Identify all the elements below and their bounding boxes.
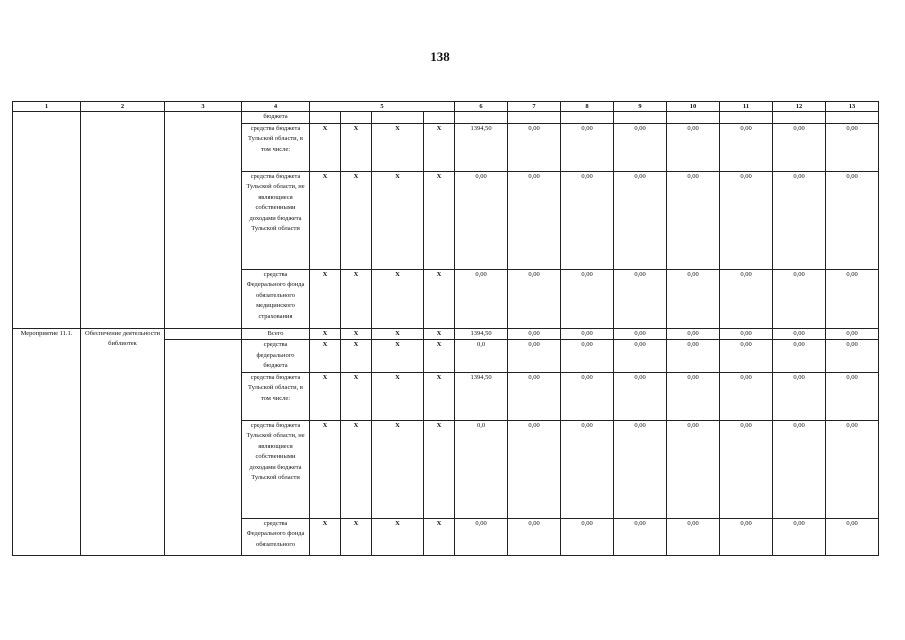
x-marker: X bbox=[310, 518, 341, 555]
value-cell: 0,00 bbox=[826, 328, 879, 340]
x-marker: X bbox=[372, 372, 424, 420]
header-cell: 3 bbox=[165, 102, 242, 112]
value-cell bbox=[561, 112, 614, 124]
value-cell: 0,00 bbox=[508, 171, 561, 269]
x-marker: X bbox=[310, 372, 341, 420]
value-cell: 0,00 bbox=[508, 420, 561, 518]
value-cell: 0,00 bbox=[614, 340, 667, 373]
value-cell: 0,00 bbox=[561, 171, 614, 269]
table-body bbox=[13, 112, 879, 556]
value-cell: 0,00 bbox=[561, 518, 614, 555]
value-cell: 0,00 bbox=[667, 269, 720, 328]
value-cell: 0,00 bbox=[773, 372, 826, 420]
value-cell bbox=[508, 112, 561, 124]
value-cell: 0,00 bbox=[667, 518, 720, 555]
value-cell: 0,00 bbox=[720, 269, 773, 328]
value-cell: 0,00 bbox=[614, 372, 667, 420]
value-cell: 0,0 bbox=[455, 420, 508, 518]
x-marker bbox=[310, 112, 341, 124]
value-cell: 0,00 bbox=[561, 269, 614, 328]
header-cell: 12 bbox=[773, 102, 826, 112]
x-marker: X bbox=[372, 171, 424, 269]
value-cell bbox=[826, 112, 879, 124]
x-marker: X bbox=[310, 420, 341, 518]
x-marker: X bbox=[310, 269, 341, 328]
value-cell: 0,0 bbox=[455, 340, 508, 373]
table-row bbox=[13, 328, 879, 340]
x-marker: X bbox=[372, 123, 424, 171]
x-marker bbox=[372, 112, 424, 124]
x-marker: X bbox=[341, 372, 372, 420]
value-cell: 0,00 bbox=[614, 123, 667, 171]
value-cell bbox=[614, 112, 667, 124]
header-cell: 1 bbox=[13, 102, 81, 112]
budget-table bbox=[12, 101, 879, 556]
value-cell: 0,00 bbox=[826, 171, 879, 269]
x-marker: X bbox=[372, 269, 424, 328]
value-cell: 0,00 bbox=[826, 340, 879, 373]
value-cell: 0,00 bbox=[508, 328, 561, 340]
x-marker: X bbox=[372, 420, 424, 518]
x-marker: X bbox=[424, 340, 455, 373]
value-cell: 1394,50 bbox=[455, 123, 508, 171]
x-marker: X bbox=[424, 518, 455, 555]
x-marker: X bbox=[310, 123, 341, 171]
value-cell bbox=[773, 112, 826, 124]
value-cell: 0,00 bbox=[614, 171, 667, 269]
header-cell: 8 bbox=[561, 102, 614, 112]
x-marker: X bbox=[424, 269, 455, 328]
x-marker: X bbox=[424, 420, 455, 518]
value-cell: 0,00 bbox=[773, 269, 826, 328]
empty-cell bbox=[13, 112, 81, 329]
value-cell: 0,00 bbox=[561, 328, 614, 340]
value-cell: 0,00 bbox=[773, 328, 826, 340]
value-cell: 0,00 bbox=[614, 518, 667, 555]
value-cell: 0,00 bbox=[561, 340, 614, 373]
value-cell: 0,00 bbox=[667, 123, 720, 171]
x-marker: X bbox=[310, 171, 341, 269]
value-cell: 0,00 bbox=[826, 518, 879, 555]
value-cell: 0,00 bbox=[720, 340, 773, 373]
value-cell: 0,00 bbox=[720, 372, 773, 420]
header-cell: 5 bbox=[310, 102, 455, 112]
empty-cell bbox=[165, 328, 242, 340]
value-cell: 0,00 bbox=[508, 269, 561, 328]
value-cell: 0,00 bbox=[826, 420, 879, 518]
value-cell: 1394,50 bbox=[455, 328, 508, 340]
funding-source: Всего bbox=[242, 328, 310, 340]
activity-label: Мероприятие 11.1. bbox=[13, 328, 81, 555]
funding-source: средства бюджета Тульской области, не являющиеся собственными доходами бюджета Тульской области bbox=[242, 420, 310, 518]
funding-source: средства Федерального фонда обязательного медицинского страхования bbox=[242, 269, 310, 328]
value-cell: 0,00 bbox=[561, 123, 614, 171]
activity-name: Обеспечение деятельности библиотек bbox=[81, 328, 165, 555]
x-marker: X bbox=[310, 328, 341, 340]
funding-source: бюджета bbox=[242, 112, 310, 124]
value-cell: 0,00 bbox=[773, 171, 826, 269]
value-cell: 0,00 bbox=[773, 420, 826, 518]
x-marker: X bbox=[372, 518, 424, 555]
value-cell: 0,00 bbox=[614, 269, 667, 328]
value-cell: 0,00 bbox=[720, 171, 773, 269]
value-cell: 0,00 bbox=[826, 372, 879, 420]
value-cell: 0,00 bbox=[667, 340, 720, 373]
value-cell: 0,00 bbox=[773, 340, 826, 373]
value-cell: 0,00 bbox=[508, 340, 561, 373]
page-number: 138 bbox=[430, 49, 450, 64]
value-cell: 0,00 bbox=[667, 328, 720, 340]
x-marker: X bbox=[341, 269, 372, 328]
x-marker: X bbox=[372, 328, 424, 340]
empty-cell bbox=[165, 112, 242, 329]
value-cell: 0,00 bbox=[667, 372, 720, 420]
value-cell: 0,00 bbox=[667, 420, 720, 518]
funding-source: средства бюджета Тульской области, в том числе: bbox=[242, 123, 310, 171]
value-cell bbox=[455, 112, 508, 124]
value-cell: 0,00 bbox=[561, 420, 614, 518]
value-cell: 0,00 bbox=[720, 328, 773, 340]
value-cell bbox=[720, 112, 773, 124]
x-marker bbox=[424, 112, 455, 124]
x-marker: X bbox=[424, 328, 455, 340]
value-cell: 0,00 bbox=[826, 123, 879, 171]
value-cell: 0,00 bbox=[773, 123, 826, 171]
value-cell: 0,00 bbox=[614, 420, 667, 518]
header-cell: 11 bbox=[720, 102, 773, 112]
funding-source: средства Федерального фонда обязательного bbox=[242, 518, 310, 555]
x-marker: X bbox=[372, 340, 424, 373]
x-marker: X bbox=[424, 171, 455, 269]
funding-source: средства федерального бюджета bbox=[242, 340, 310, 373]
x-marker: X bbox=[341, 328, 372, 340]
value-cell: 0,00 bbox=[614, 328, 667, 340]
value-cell bbox=[667, 112, 720, 124]
x-marker: X bbox=[341, 340, 372, 373]
value-cell: 0,00 bbox=[720, 123, 773, 171]
value-cell: 0,00 bbox=[773, 518, 826, 555]
funding-source: средства бюджета Тульской области, не являющиеся собственными доходами бюджета Тульской области bbox=[242, 171, 310, 269]
x-marker: X bbox=[310, 340, 341, 373]
x-marker: X bbox=[341, 171, 372, 269]
value-cell: 0,00 bbox=[508, 518, 561, 555]
value-cell: 0,00 bbox=[455, 518, 508, 555]
header-cell: 10 bbox=[667, 102, 720, 112]
value-cell: 0,00 bbox=[455, 269, 508, 328]
table-row bbox=[13, 112, 879, 124]
x-marker bbox=[341, 112, 372, 124]
value-cell: 0,00 bbox=[508, 123, 561, 171]
value-cell: 0,00 bbox=[455, 171, 508, 269]
x-marker: X bbox=[424, 372, 455, 420]
value-cell: 1394,50 bbox=[455, 372, 508, 420]
value-cell: 0,00 bbox=[720, 420, 773, 518]
funding-source: средства бюджета Тульской области, в том числе: bbox=[242, 372, 310, 420]
value-cell: 0,00 bbox=[826, 269, 879, 328]
header-cell: 13 bbox=[826, 102, 879, 112]
header-cell: 7 bbox=[508, 102, 561, 112]
x-marker: X bbox=[341, 123, 372, 171]
header-row bbox=[13, 102, 879, 112]
value-cell: 0,00 bbox=[667, 171, 720, 269]
value-cell: 0,00 bbox=[720, 518, 773, 555]
value-cell: 0,00 bbox=[508, 372, 561, 420]
header-cell: 6 bbox=[455, 102, 508, 112]
empty-cell bbox=[81, 112, 165, 329]
x-marker: X bbox=[341, 420, 372, 518]
header-cell: 9 bbox=[614, 102, 667, 112]
x-marker: X bbox=[424, 123, 455, 171]
header-cell: 2 bbox=[81, 102, 165, 112]
value-cell: 0,00 bbox=[561, 372, 614, 420]
empty-cell bbox=[165, 340, 242, 556]
header-cell: 4 bbox=[242, 102, 310, 112]
x-marker: X bbox=[341, 518, 372, 555]
